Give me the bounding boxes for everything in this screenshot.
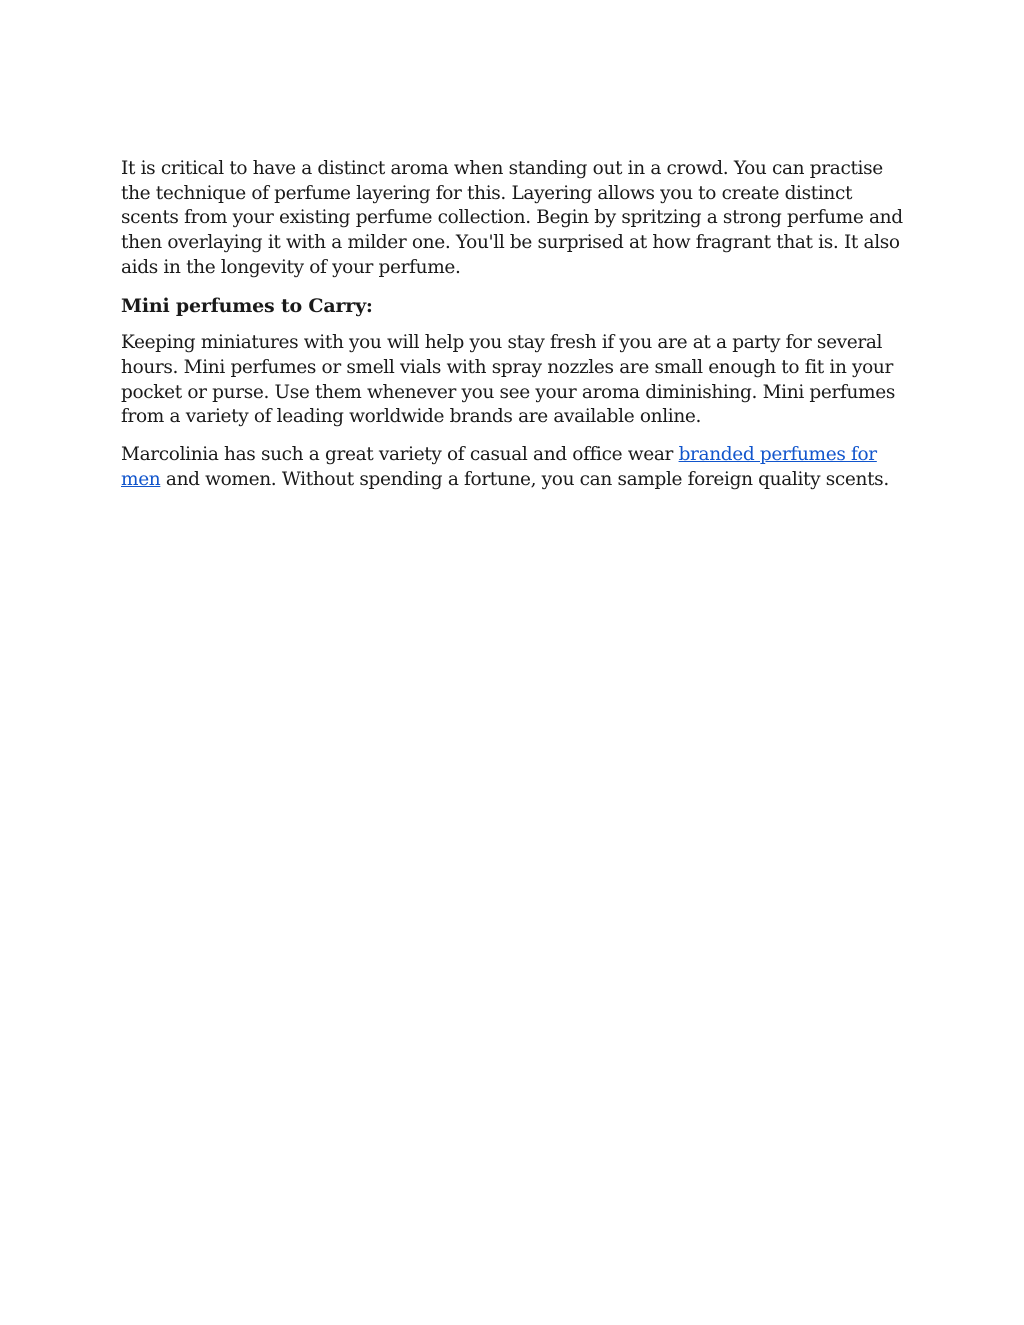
paragraph-marcolinia — [121, 443, 911, 492]
branded-perfumes-link[interactable]: branded perfumes for men — [121, 444, 877, 490]
section-heading-mini-perfumes: Mini perfumes to Carry: — [121, 294, 373, 317]
paragraph-miniatures: Keeping miniatures with you will help you stay fresh if you are at a party for several hours. Mini perfumes or smell vials with spray nozzles are small enough to fit in your pocket or purse. Use them whenever you see your aroma diminishing. Mini perfumes from a variety of leading worldwide brands are available online. — [121, 332, 895, 428]
paragraph-text-before-link: Marcolinia has such a great variety of casual and office wear — [121, 444, 679, 466]
paragraph-text-after-link: and women. Without spending a fortune, you can sample foreign quality scents. — [160, 468, 889, 490]
paragraph-layering: It is critical to have a distinct aroma when standing out in a crowd. You can practise the technique of perfume layering for this. Layering allows you to create distinct scents from your existing perfume collection. Begin by spritzing a strong perfume and then overlaying it with a milder one. You'll be surprised at how fragrant that is. It also aids in the longevity of your perfume. — [121, 158, 903, 278]
document-body — [121, 157, 911, 505]
